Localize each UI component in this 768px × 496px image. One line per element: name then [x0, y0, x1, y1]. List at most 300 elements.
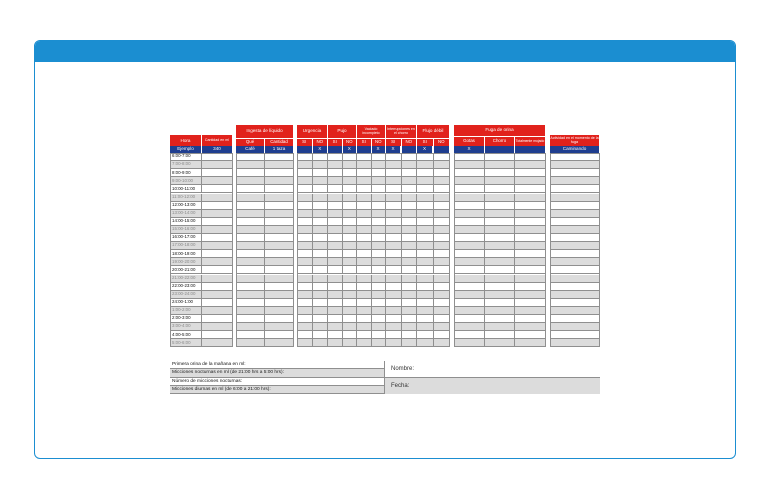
table-cell: [265, 153, 294, 161]
flujo-no-subheader: NO: [434, 138, 451, 146]
urgencia-si-subheader: SI: [297, 138, 313, 146]
table-cell: [328, 339, 343, 347]
table-cell: [372, 210, 387, 218]
table-cell: [313, 185, 329, 193]
table-cell: [417, 226, 434, 234]
actividad-header: Actividad en el momento de la fuga: [550, 135, 600, 146]
table-cell: [550, 153, 600, 161]
table-cell: [386, 283, 402, 291]
table-cell: [297, 226, 313, 234]
table-cell: [515, 283, 546, 291]
table-cell: [386, 323, 402, 331]
table-cell: [550, 177, 600, 185]
table-cell: [328, 331, 343, 339]
table-cell: [372, 323, 387, 331]
table-cell: [202, 210, 233, 218]
table-cell: [372, 291, 387, 299]
table-cell: [417, 331, 434, 339]
table-cell: [434, 315, 451, 323]
table-cell: [485, 202, 515, 210]
example-que: Café: [236, 146, 265, 153]
table-cell: [386, 185, 402, 193]
table-cell: [372, 315, 387, 323]
table-cell: [402, 153, 418, 161]
table-cell: [297, 291, 313, 299]
table-cell: [434, 291, 451, 299]
table-cell: [485, 323, 515, 331]
table-cell: [434, 323, 451, 331]
table-cell: [357, 299, 372, 307]
table-cell: [485, 331, 515, 339]
table-cell: [343, 331, 358, 339]
table-cell: [454, 307, 485, 315]
table-cell: [372, 331, 387, 339]
table-cell: [485, 210, 515, 218]
table-cell: [515, 234, 546, 242]
table-cell: [313, 177, 329, 185]
example-cantidad-liquido: 1 taza: [265, 146, 294, 153]
table-cell: [357, 250, 372, 258]
table-cell: [454, 194, 485, 202]
table-cell: [202, 331, 233, 339]
table-cell: [328, 266, 343, 274]
table-cell: [313, 275, 329, 283]
table-cell: [265, 283, 294, 291]
table-cell: [265, 185, 294, 193]
hour-cell: 22:00-23:00: [170, 283, 202, 291]
table-cell: [417, 177, 434, 185]
table-cell: [550, 250, 600, 258]
hour-cell: 12:00-13:00: [170, 202, 202, 210]
table-cell: [236, 258, 265, 266]
hour-cell: 14:00-15:00: [170, 218, 202, 226]
hour-cell: 2:00-3:00: [170, 315, 202, 323]
table-cell: [328, 226, 343, 234]
table-cell: [485, 226, 515, 234]
table-cell: [550, 331, 600, 339]
table-cell: [343, 218, 358, 226]
table-cell: [454, 242, 485, 250]
table-cell: [328, 218, 343, 226]
flujo-si-subheader: SI: [417, 138, 434, 146]
table-cell: [550, 307, 600, 315]
table-cell: [515, 226, 546, 234]
table-cell: [328, 210, 343, 218]
ingesta-header: Ingesta de líquido: [236, 125, 294, 138]
table-cell: [454, 331, 485, 339]
hour-cell: 9:00-10:00: [170, 177, 202, 185]
table-cell: [202, 250, 233, 258]
table-cell: [343, 161, 358, 169]
footer-numero: Número de micciones nocturnas:: [170, 378, 384, 386]
table-cell: [485, 283, 515, 291]
table-cell: [402, 331, 418, 339]
table-cell: [402, 161, 418, 169]
table-cell: [357, 323, 372, 331]
hour-cell: 21:00-22:00: [170, 275, 202, 283]
table-cell: [236, 169, 265, 177]
table-cell: [550, 169, 600, 177]
table-cell: [328, 169, 343, 177]
hour-cell: 19:00-20:00: [170, 258, 202, 266]
table-cell: [550, 242, 600, 250]
table-cell: [265, 331, 294, 339]
table-cell: [454, 283, 485, 291]
hour-cell: 24:00-1:00: [170, 299, 202, 307]
table-cell: [357, 161, 372, 169]
table-cell: [265, 177, 294, 185]
table-cell: [454, 202, 485, 210]
table-cell: [485, 307, 515, 315]
table-cell: [265, 234, 294, 242]
table-cell: [297, 185, 313, 193]
table-cell: [202, 283, 233, 291]
table-cell: [313, 169, 329, 177]
table-cell: [357, 331, 372, 339]
footer-nombre: Nombre:: [384, 361, 600, 378]
table-cell: [386, 161, 402, 169]
table-cell: [550, 339, 600, 347]
table-cell: [550, 194, 600, 202]
table-cell: [297, 250, 313, 258]
table-cell: [485, 266, 515, 274]
table-cell: [202, 266, 233, 274]
table-cell: [343, 177, 358, 185]
table-cell: [202, 299, 233, 307]
table-cell: [328, 275, 343, 283]
table-cell: [402, 234, 418, 242]
table-cell: [343, 266, 358, 274]
interrupciones-no-subheader: NO: [402, 138, 418, 146]
table-cell: [297, 339, 313, 347]
table-cell: [434, 226, 451, 234]
table-cell: [417, 299, 434, 307]
table-cell: [265, 250, 294, 258]
table-cell: [515, 339, 546, 347]
table-cell: [454, 291, 485, 299]
table-cell: [297, 299, 313, 307]
table-cell: [202, 202, 233, 210]
vaciado-si-subheader: SI: [357, 138, 372, 146]
flujo-example-no: [434, 146, 451, 153]
table-cell: [485, 194, 515, 202]
table-cell: [454, 315, 485, 323]
table-cell: [550, 323, 600, 331]
table-cell: [265, 299, 294, 307]
table-cell: [372, 161, 387, 169]
table-cell: [328, 185, 343, 193]
flujo-example-mark: X: [417, 146, 433, 153]
table-cell: [550, 202, 600, 210]
table-cell: [454, 218, 485, 226]
table-cell: [202, 234, 233, 242]
fuga-example-totalmente: [515, 146, 546, 153]
table-cell: [328, 153, 343, 161]
table-cell: [297, 177, 313, 185]
table-cell: [236, 283, 265, 291]
table-cell: [357, 194, 372, 202]
table-cell: [202, 258, 233, 266]
table-cell: [236, 194, 265, 202]
table-cell: [454, 266, 485, 274]
footer-diurnas-ml: Micciones diurnas en ml (de 6:00 a 21:00 hrs):: [170, 386, 384, 394]
table-cell: [402, 291, 418, 299]
urgencia-example-si: [297, 146, 313, 153]
table-cell: [343, 202, 358, 210]
table-cell: [485, 299, 515, 307]
table-cell: [297, 194, 313, 202]
table-cell: [434, 185, 451, 193]
pujo-example-no: X: [343, 146, 358, 153]
hour-cell: 13:00-14:00: [170, 210, 202, 218]
table-cell: [434, 339, 451, 347]
table-cell: [454, 250, 485, 258]
table-cell: [485, 291, 515, 299]
table-cell: [417, 291, 434, 299]
table-cell: [343, 307, 358, 315]
table-cell: [265, 266, 294, 274]
table-cell: [343, 315, 358, 323]
table-cell: [328, 250, 343, 258]
table-cell: [454, 234, 485, 242]
table-cell: [402, 323, 418, 331]
table-cell: [313, 234, 329, 242]
table-cell: [297, 242, 313, 250]
table-cell: [265, 161, 294, 169]
table-cell: [417, 169, 434, 177]
table-cell: [265, 323, 294, 331]
cantidad-header: Cantidad en ml: [202, 135, 233, 147]
table-cell: [485, 339, 515, 347]
table-cell: [202, 242, 233, 250]
table-cell: [236, 177, 265, 185]
table-cell: [297, 234, 313, 242]
table-cell: [343, 242, 358, 250]
table-cell: [485, 234, 515, 242]
table-cell: [328, 242, 343, 250]
table-cell: [202, 185, 233, 193]
table-cell: [402, 283, 418, 291]
table-cell: [297, 258, 313, 266]
pujo-header: Pujo: [328, 125, 357, 138]
table-cell: [313, 258, 329, 266]
table-cell: [550, 234, 600, 242]
table-cell: [313, 242, 329, 250]
table-cell: [485, 153, 515, 161]
table-cell: [434, 258, 451, 266]
hour-cell: 4:00-5:00: [170, 331, 202, 339]
table-cell: [417, 194, 434, 202]
table-cell: [202, 226, 233, 234]
table-cell: [454, 339, 485, 347]
pujo-si-subheader: SI: [328, 138, 343, 146]
table-cell: [357, 226, 372, 234]
table-cell: [386, 194, 402, 202]
table-cell: [485, 161, 515, 169]
table-cell: [265, 194, 294, 202]
table-cell: [372, 177, 387, 185]
table-cell: [236, 266, 265, 274]
fuga-gotas-subheader: Gotas: [454, 136, 485, 146]
table-cell: [434, 250, 451, 258]
table-cell: [417, 185, 434, 193]
table-cell: [313, 283, 329, 291]
table-cell: [265, 258, 294, 266]
table-cell: [313, 226, 329, 234]
table-cell: [515, 169, 546, 177]
fuga-example-chorro: [485, 146, 515, 153]
table-cell: [386, 177, 402, 185]
card-frame: [34, 40, 736, 459]
table-cell: [343, 169, 358, 177]
table-cell: [386, 299, 402, 307]
table-cell: [236, 226, 265, 234]
table-cell: [402, 315, 418, 323]
table-cell: [357, 258, 372, 266]
interrupciones-example-no: [402, 146, 418, 153]
table-cell: [372, 202, 387, 210]
table-cell: [550, 218, 600, 226]
table-cell: [386, 315, 402, 323]
table-cell: [297, 153, 313, 161]
interrupciones-header: Interrupciones en el chorro: [386, 125, 417, 138]
table-cell: [343, 250, 358, 258]
table-cell: [434, 153, 451, 161]
table-cell: [550, 315, 600, 323]
footer-fecha: Fecha:: [384, 378, 600, 395]
table-cell: [372, 185, 387, 193]
table-cell: [265, 169, 294, 177]
table-cell: [386, 169, 402, 177]
table-cell: [386, 250, 402, 258]
table-cell: [372, 242, 387, 250]
table-cell: [236, 331, 265, 339]
table-cell: [236, 250, 265, 258]
table-cell: [372, 194, 387, 202]
pujo-example-si: [328, 146, 343, 153]
table-cell: [313, 194, 329, 202]
table-cell: [417, 234, 434, 242]
table-cell: [515, 194, 546, 202]
table-cell: [454, 210, 485, 218]
table-cell: [372, 307, 387, 315]
table-cell: [313, 202, 329, 210]
table-cell: [434, 161, 451, 169]
table-cell: [328, 202, 343, 210]
table-cell: [265, 210, 294, 218]
table-cell: [313, 331, 329, 339]
table-cell: [386, 210, 402, 218]
table-cell: [434, 266, 451, 274]
table-cell: [515, 331, 546, 339]
table-cell: [313, 323, 329, 331]
table-cell: [297, 283, 313, 291]
table-cell: [372, 299, 387, 307]
hour-cell: 20:00-21:00: [170, 266, 202, 274]
table-cell: [417, 283, 434, 291]
table-cell: [328, 161, 343, 169]
table-cell: [236, 307, 265, 315]
table-cell: [417, 153, 434, 161]
table-cell: [454, 185, 485, 193]
table-cell: [454, 258, 485, 266]
table-cell: [313, 161, 329, 169]
table-cell: [297, 218, 313, 226]
table-cell: [402, 185, 418, 193]
hour-cell: 8:00-9:00: [170, 169, 202, 177]
table-cell: [402, 339, 418, 347]
table-cell: [372, 283, 387, 291]
table-cell: [236, 234, 265, 242]
table-cell: [236, 202, 265, 210]
table-cell: [297, 161, 313, 169]
table-cell: [357, 242, 372, 250]
table-cell: [265, 307, 294, 315]
table-cell: [402, 266, 418, 274]
table-cell: [454, 169, 485, 177]
table-cell: [372, 234, 387, 242]
flujo-header: Flujo débil: [417, 125, 450, 138]
table-cell: [402, 299, 418, 307]
fuga-header: Fuga de orina: [454, 125, 546, 136]
table-cell: [357, 291, 372, 299]
table-cell: [515, 266, 546, 274]
table-cell: [434, 331, 451, 339]
table-cell: [550, 185, 600, 193]
table-cell: [372, 258, 387, 266]
table-cell: [357, 202, 372, 210]
table-cell: [297, 275, 313, 283]
table-cell: [372, 153, 387, 161]
table-cell: [434, 299, 451, 307]
table-cell: [386, 153, 402, 161]
table-cell: [515, 202, 546, 210]
table-cell: [328, 307, 343, 315]
table-cell: [434, 177, 451, 185]
table-cell: [434, 307, 451, 315]
table-cell: [550, 226, 600, 234]
table-cell: [343, 234, 358, 242]
table-cell: [236, 323, 265, 331]
table-cell: [402, 169, 418, 177]
table-cell: [550, 161, 600, 169]
hour-cell: 3:00-4:00: [170, 323, 202, 331]
table-cell: [297, 315, 313, 323]
table-cell: [328, 194, 343, 202]
table-cell: [343, 258, 358, 266]
table-cell: [328, 258, 343, 266]
table-cell: [297, 331, 313, 339]
table-cell: [265, 339, 294, 347]
table-cell: [402, 242, 418, 250]
table-cell: [417, 242, 434, 250]
example-cantidad: 340: [202, 146, 233, 153]
table-cell: [417, 275, 434, 283]
table-cell: [515, 315, 546, 323]
table-cell: [265, 242, 294, 250]
table-cell: [357, 153, 372, 161]
example-hora: Ejemplo: [170, 146, 202, 153]
table-cell: [357, 185, 372, 193]
table-cell: [372, 275, 387, 283]
table-cell: [386, 307, 402, 315]
table-cell: [202, 153, 233, 161]
table-cell: [343, 339, 358, 347]
table-cell: [386, 339, 402, 347]
table-cell: [515, 258, 546, 266]
table-cell: [417, 258, 434, 266]
table-cell: [485, 177, 515, 185]
